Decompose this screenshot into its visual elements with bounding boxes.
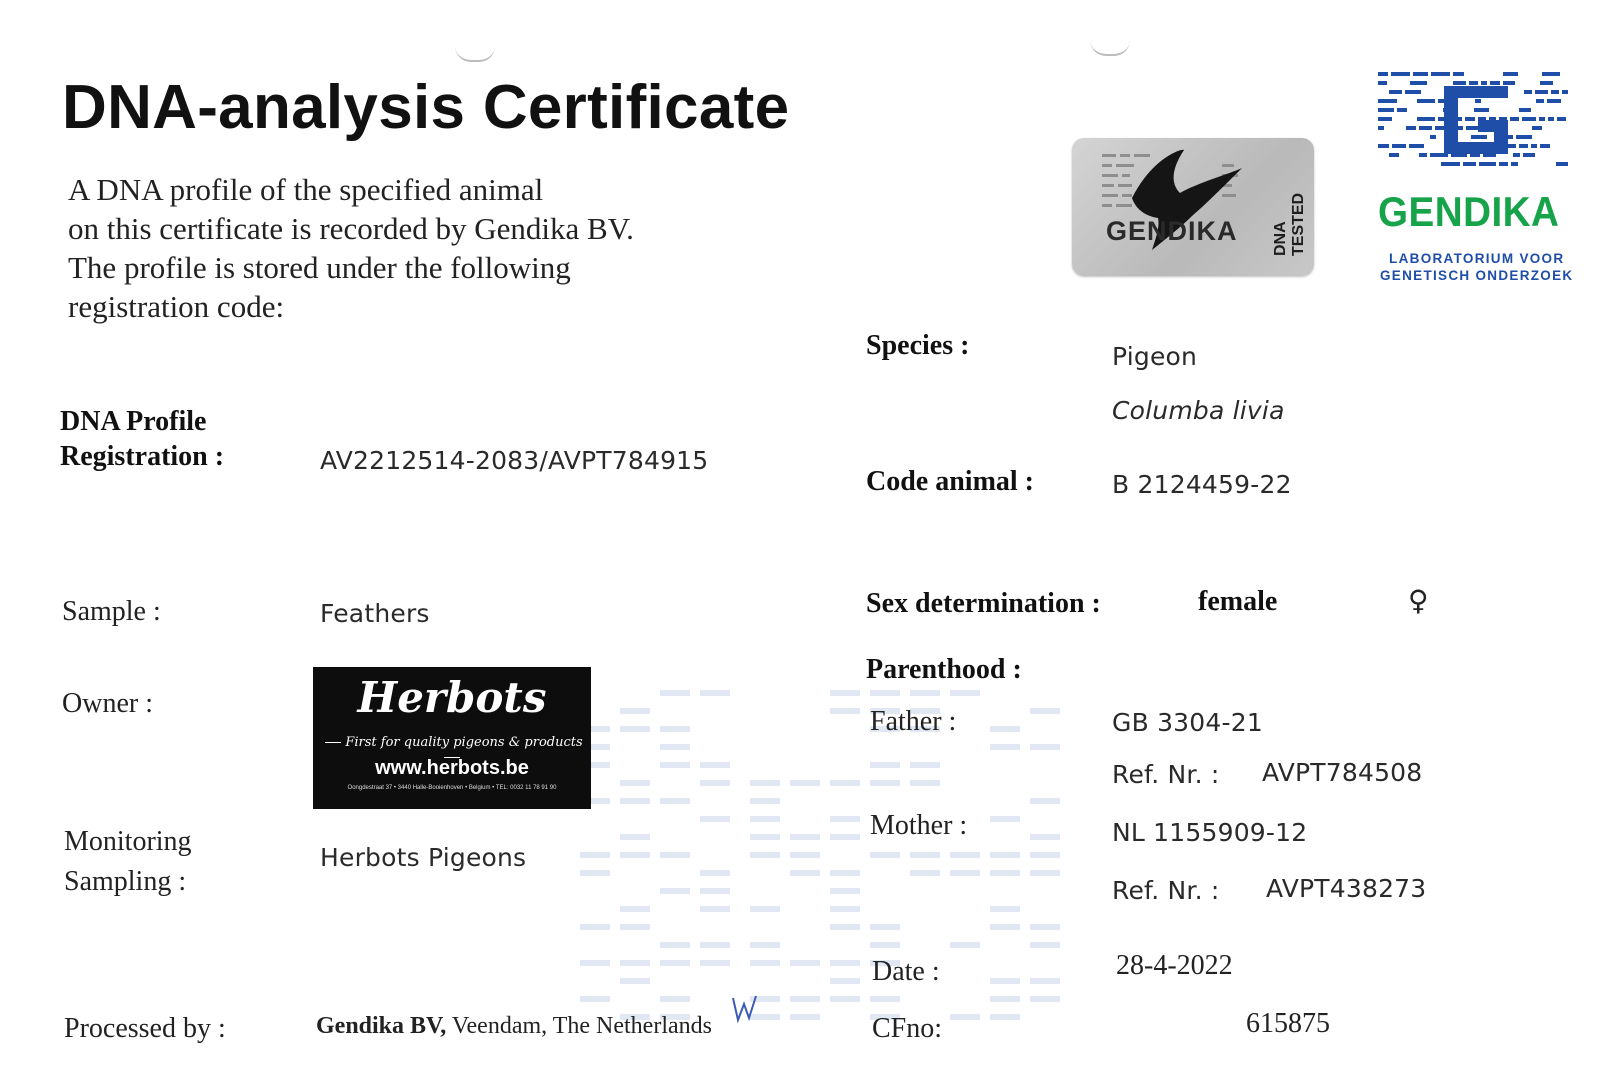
- logo-pixel: [1389, 153, 1399, 157]
- monitoring-label-line2: Sampling :: [64, 866, 187, 897]
- ladder-band: [620, 726, 650, 732]
- ladder-band: [790, 870, 820, 876]
- mother-label: Mother :: [870, 810, 968, 841]
- logo-pixel: [1405, 90, 1421, 94]
- ladder-band: [750, 906, 780, 912]
- ladder-band: [700, 690, 730, 696]
- ladder-band: [790, 960, 820, 966]
- logo-pixel: [1389, 90, 1402, 94]
- logo-pixel: [1513, 153, 1520, 157]
- ladder-band: [580, 960, 610, 966]
- logo-g-letter: [1444, 86, 1508, 154]
- logo-pixel: [1551, 90, 1559, 94]
- logo-pixel: [1540, 81, 1553, 85]
- ladder-band: [750, 942, 780, 948]
- intro-line: registration code:: [68, 289, 285, 324]
- ladder-band: [790, 852, 820, 858]
- ladder-band: [620, 798, 650, 804]
- ladder-band: [580, 924, 610, 930]
- parenthood-label: Parenthood :: [866, 654, 1022, 685]
- logo-pixel: [1431, 72, 1450, 76]
- certificate-title: DNA-analysis Certificate: [62, 73, 790, 142]
- logo-pixel: [1479, 162, 1496, 166]
- logo-pixel: [1536, 99, 1544, 103]
- ladder-band: [830, 780, 860, 786]
- logo-pixel: [1542, 72, 1560, 76]
- logo-pixel: [1406, 126, 1416, 130]
- logo-pixel: [1556, 162, 1568, 166]
- logo-pixel: [1465, 117, 1475, 121]
- registration-label-line1: DNA Profile: [60, 406, 207, 437]
- logo-pixel: [1535, 90, 1548, 94]
- logo-pixel: [1540, 144, 1550, 148]
- ladder-band: [990, 978, 1020, 984]
- ladder-band: [830, 708, 860, 714]
- logo-pixel: [1532, 126, 1542, 130]
- monitoring-label-line1: Monitoring: [64, 826, 192, 857]
- logo-pixel: [1539, 117, 1545, 121]
- species-label: Species :: [866, 330, 970, 361]
- ladder-band: [990, 1014, 1020, 1020]
- ladder-band: [660, 960, 690, 966]
- ladder-band: [830, 888, 860, 894]
- logo-pixel: [1531, 144, 1537, 148]
- ladder-band: [1030, 924, 1060, 930]
- ladder-band: [660, 762, 690, 768]
- ladder-band: [620, 834, 650, 840]
- logo-pixel: [1417, 99, 1435, 103]
- processed-location: Veendam, The Netherlands: [446, 1013, 712, 1039]
- logo-pixel: [1419, 153, 1427, 157]
- father-ref-value: AVPT784508: [1262, 758, 1423, 787]
- ladder-band: [870, 690, 900, 696]
- owner-label: Owner :: [62, 688, 153, 719]
- date-value: 28-4-2022: [1116, 950, 1233, 981]
- ladder-band: [950, 870, 980, 876]
- ladder-band: [830, 816, 860, 822]
- ladder-band: [620, 708, 650, 714]
- logo-pixel: [1548, 117, 1554, 121]
- ladder-band: [660, 690, 690, 696]
- ladder-band: [990, 924, 1020, 930]
- ladder-band: [830, 690, 860, 696]
- cfno-label: CFno:: [872, 1013, 943, 1044]
- ladder-band: [990, 726, 1020, 732]
- logo-pixel: [1519, 144, 1528, 148]
- ladder-band: [700, 942, 730, 948]
- ladder-band: [660, 726, 690, 732]
- tagline-rule: [325, 742, 341, 743]
- logo-pixel: [1474, 108, 1489, 112]
- ladder-band: [620, 852, 650, 858]
- mother-ref-value: AVPT438273: [1266, 874, 1427, 903]
- species-common: Pigeon: [1112, 342, 1198, 371]
- ladder-band: [870, 924, 900, 930]
- logo-pixel: [1524, 90, 1532, 94]
- ladder-band: [750, 834, 780, 840]
- code-animal-label: Code animal :: [866, 466, 1034, 497]
- registration-label-line2: Registration :: [60, 441, 225, 472]
- intro-text: [68, 170, 634, 326]
- ladder-band: [910, 870, 940, 876]
- logo-pixel: [1378, 108, 1394, 112]
- logo-pixel: [1519, 108, 1531, 112]
- ladder-band: [830, 906, 860, 912]
- gendika-logo-name: GENDIKA: [1378, 188, 1560, 235]
- ladder-band: [990, 870, 1020, 876]
- logo-pixel: [1475, 99, 1481, 103]
- ladder-band: [870, 942, 900, 948]
- species-latin: Columba livia: [1112, 396, 1285, 425]
- logo-pixel: [1547, 99, 1561, 103]
- ladder-band: [830, 834, 860, 840]
- ladder-band: [700, 960, 730, 966]
- herbots-logo-url: www.herbots.be: [375, 757, 529, 779]
- processed-label: Processed by :: [64, 1013, 226, 1044]
- herbots-logo-address: Oongdestraat 37 • 3440 Halle-Booienhoven • Belgium • TEL: 0032 11 78 91 90: [347, 785, 557, 791]
- gendika-logo-subtitle: [1380, 250, 1573, 284]
- logo-pixel: [1410, 81, 1427, 85]
- logo-pixel: [1378, 144, 1389, 148]
- ladder-band: [830, 978, 860, 984]
- intro-line: The profile is stored under the following: [68, 250, 571, 285]
- logo-pixel: [1392, 144, 1406, 148]
- ladder-band: [830, 960, 860, 966]
- gendika-logo-icon: [1378, 68, 1568, 178]
- ladder-band: [870, 852, 900, 858]
- ladder-band: [990, 906, 1020, 912]
- ladder-band: [750, 798, 780, 804]
- logo-pixel: [1503, 72, 1518, 76]
- ladder-band: [990, 852, 1020, 858]
- ladder-band: [1030, 852, 1060, 858]
- logo-pixel: [1397, 108, 1407, 112]
- sex-label: Sex determination :: [866, 588, 1101, 619]
- ladder-band: [1030, 834, 1060, 840]
- ladder-band: [660, 942, 690, 948]
- ladder-band: [580, 852, 610, 858]
- ladder-band: [910, 852, 940, 858]
- ladder-band: [950, 1014, 980, 1020]
- ladder-band: [620, 978, 650, 984]
- ladder-band: [700, 906, 730, 912]
- code-animal-value: B 2124459-22: [1112, 470, 1292, 499]
- ladder-band: [950, 690, 980, 696]
- logo-pixel: [1481, 81, 1487, 85]
- mother-ref-label: Ref. Nr. :: [1112, 876, 1220, 905]
- father-ref-label: Ref. Nr. :: [1112, 760, 1220, 789]
- logo-pixel: [1378, 72, 1388, 76]
- processed-company: Gendika BV,: [316, 1013, 447, 1039]
- ladder-band: [620, 780, 650, 786]
- ladder-band: [660, 852, 690, 858]
- logo-pixel: [1419, 126, 1432, 130]
- processed-value: [316, 1013, 712, 1040]
- ladder-band: [660, 888, 690, 894]
- monitoring-value: Herbots Pigeons: [320, 843, 527, 872]
- ladder-band: [1030, 870, 1060, 876]
- ladder-band: [660, 996, 690, 1002]
- ladder-band: [870, 780, 900, 786]
- ladder-band: [1030, 942, 1060, 948]
- logo-sub-line: LABORATORIUM VOOR: [1389, 251, 1565, 266]
- father-label: Father :: [870, 706, 957, 737]
- ladder-band: [700, 816, 730, 822]
- ladder-band: [870, 996, 900, 1002]
- ladder-band: [620, 924, 650, 930]
- logo-pixel: [1453, 72, 1464, 76]
- logo-pixel: [1378, 99, 1397, 103]
- ladder-band: [910, 780, 940, 786]
- ladder-band: [700, 780, 730, 786]
- logo-pixel: [1516, 135, 1532, 139]
- cfno-value: 615875: [1246, 1008, 1330, 1039]
- logo-pixel: [1490, 81, 1500, 85]
- ladder-band: [950, 942, 980, 948]
- ladder-band: [580, 996, 610, 1002]
- ladder-band: [830, 996, 860, 1002]
- ladder-band: [990, 996, 1020, 1002]
- sticker-dna-tested: DNA TESTED: [1272, 192, 1307, 256]
- logo-pixel: [1499, 162, 1508, 166]
- ladder-band: [830, 870, 860, 876]
- ladder-band: [1030, 744, 1060, 750]
- ladder-band: [700, 870, 730, 876]
- herbots-logo: [313, 667, 591, 809]
- initials-signature: [730, 994, 760, 1028]
- logo-pixel: [1378, 117, 1392, 121]
- father-value: GB 3304-21: [1112, 708, 1263, 737]
- ladder-band: [660, 798, 690, 804]
- ladder-band: [870, 762, 900, 768]
- logo-pixel: [1378, 81, 1387, 85]
- logo-pixel: [1413, 72, 1428, 76]
- dna-ladder-watermark: [540, 680, 1080, 1040]
- ladder-band: [830, 924, 860, 930]
- herbots-logo-name: Herbots: [357, 673, 547, 722]
- ladder-band: [750, 960, 780, 966]
- ladder-band: [910, 762, 940, 768]
- ladder-band: [910, 690, 940, 696]
- logo-pixel: [1409, 144, 1424, 148]
- logo-pixel: [1510, 117, 1519, 121]
- ladder-band: [700, 888, 730, 894]
- ladder-band: [1030, 996, 1060, 1002]
- ladder-band: [700, 762, 730, 768]
- intro-line: on this certificate is recorded by Gendika BV.: [68, 211, 634, 246]
- logo-pixel: [1469, 81, 1478, 85]
- logo-pixel: [1562, 90, 1568, 94]
- intro-line: A DNA profile of the specified animal: [68, 172, 544, 207]
- dna-tested-sticker: [1072, 138, 1314, 276]
- logo-pixel: [1391, 72, 1410, 76]
- ladder-band: [790, 780, 820, 786]
- logo-pixel: [1523, 153, 1535, 157]
- ladder-band: [750, 780, 780, 786]
- ladder-band: [620, 960, 650, 966]
- ladder-band: [790, 1014, 820, 1020]
- ladder-band: [1030, 798, 1060, 804]
- logo-pixel: [1511, 162, 1518, 166]
- logo-pixel: [1471, 135, 1487, 139]
- ladder-band: [620, 906, 650, 912]
- punch-hole-right: [1090, 40, 1130, 56]
- punch-hole-left: [455, 46, 495, 62]
- logo-pixel: [1430, 135, 1436, 139]
- date-label: Date :: [872, 956, 940, 987]
- ladder-band: [990, 816, 1020, 822]
- ladder-band: [790, 996, 820, 1002]
- ladder-band: [750, 816, 780, 822]
- logo-sub-line: GENETISCH ONDERZOEK: [1380, 268, 1574, 283]
- logo-pixel: [1503, 81, 1515, 85]
- ladder-band: [990, 744, 1020, 750]
- logo-pixel: [1453, 81, 1466, 85]
- sample-value: Feathers: [320, 599, 430, 628]
- sample-label: Sample :: [62, 596, 161, 627]
- registration-value: AV2212514-2083/AVPT784915: [320, 446, 709, 475]
- ladder-band: [750, 852, 780, 858]
- female-symbol-icon: ♀: [1408, 584, 1429, 617]
- ladder-band: [1030, 708, 1060, 714]
- sticker-brand: GENDIKA: [1106, 216, 1238, 246]
- logo-pixel: [1522, 117, 1536, 121]
- sex-value: female: [1198, 586, 1278, 617]
- logo-pixel: [1557, 117, 1566, 121]
- logo-pixel: [1378, 126, 1384, 130]
- logo-pixel: [1463, 162, 1476, 166]
- logo-pixel: [1417, 117, 1435, 121]
- ladder-band: [950, 852, 980, 858]
- ladder-band: [1030, 978, 1060, 984]
- herbots-tagline-text: First for quality pigeons & products: [345, 735, 583, 750]
- logo-pixel: [1441, 162, 1460, 166]
- ladder-band: [790, 834, 820, 840]
- ladder-band: [660, 744, 690, 750]
- mother-value: NL 1155909-12: [1112, 818, 1308, 847]
- ladder-band: [580, 870, 610, 876]
